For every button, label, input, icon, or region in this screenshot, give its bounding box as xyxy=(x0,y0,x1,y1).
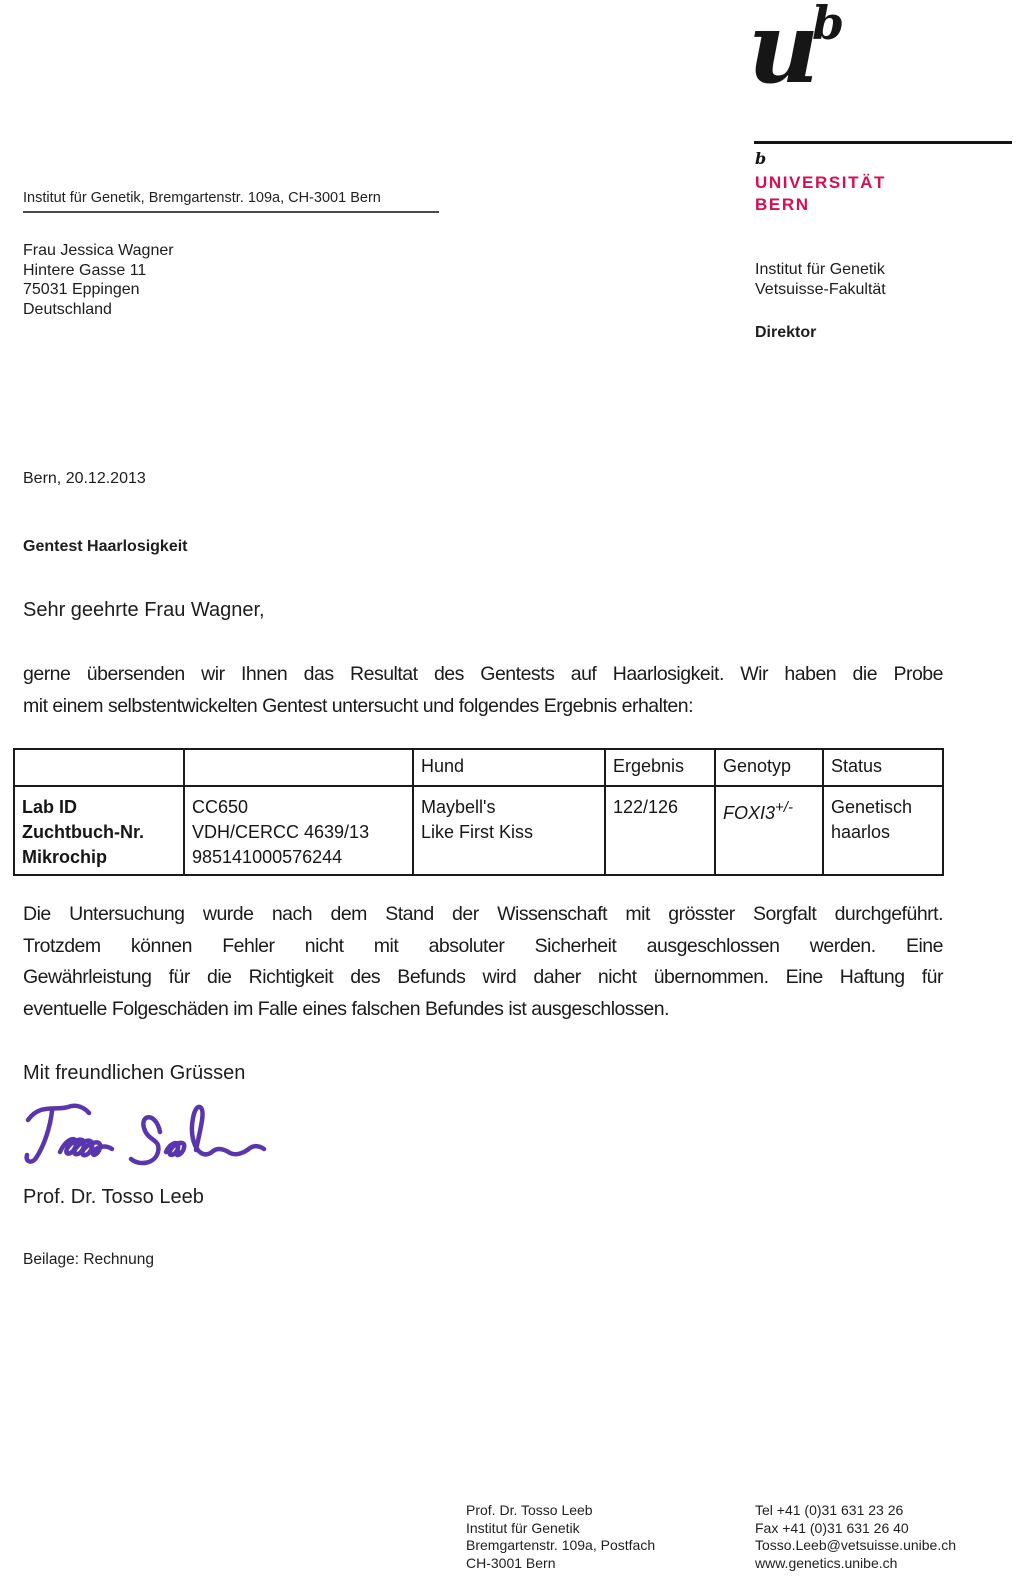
footer-email: Tosso.Leeb@vetsuisse.unibe.ch xyxy=(755,1537,956,1553)
cell-genotype xyxy=(715,786,823,875)
dog-name-line: Like First Kiss xyxy=(421,822,534,842)
value-lab-id: CC650 xyxy=(192,797,249,817)
signer-name: Prof. Dr. Tosso Leeb xyxy=(23,1186,204,1208)
signature-stroke xyxy=(28,1106,89,1120)
signature-stroke xyxy=(166,1143,184,1155)
disclaimer-line: eventuelle Folgeschäden im Falle eines falschen Befundes ist ausgeschlossen. xyxy=(23,997,669,1020)
salutation: Sehr geehrte Frau Wagner, xyxy=(23,599,265,621)
value-zuchtbuch: VDH/CERCC 4639/13 xyxy=(192,822,370,842)
footer-website: www.genetics.unibe.ch xyxy=(755,1554,898,1571)
wordmark-b-icon: b xyxy=(755,149,767,168)
intro-line: gerne übersenden wir Ihnen das Resultat des Gentests auf Haarlosigkeit. Wir haben die Probe xyxy=(23,663,943,685)
footer-name: Prof. Dr. Tosso Leeb xyxy=(466,1502,593,1518)
recipient-city: 75031 Eppingen xyxy=(23,281,140,298)
disclaimer-line: Die Untersuchung wurde nach dem Stand der Wissenschaft mit grösster Sorgfalt durchgeführt. xyxy=(23,903,943,925)
disclaimer-line: Trotzdem können Fehler nicht mit absoluter Sicherheit ausgeschlossen werden. Eine xyxy=(23,934,943,957)
wordmark-city: BERN xyxy=(755,195,810,214)
header-hund: Hund xyxy=(413,749,605,786)
header-empty-2 xyxy=(184,749,413,786)
institute-block xyxy=(755,260,886,300)
cell-ids xyxy=(184,786,413,875)
dog-name-line: Maybell's xyxy=(421,797,496,817)
cell-status xyxy=(823,786,943,875)
genotype-gene: FOXI3 xyxy=(723,803,776,823)
value-mikrochip: 985141000576244 xyxy=(192,847,343,867)
recipient-country: Deutschland xyxy=(23,300,112,318)
header-empty-1 xyxy=(14,749,184,786)
genotype-allele: +/- xyxy=(775,799,793,816)
university-wordmark xyxy=(755,172,886,216)
label-lab-id: Lab ID xyxy=(22,797,78,817)
dateline: Bern, 20.12.2013 xyxy=(23,470,146,487)
enclosure-note: Beilage: Rechnung xyxy=(23,1251,154,1268)
director-label: Direktor xyxy=(755,324,817,341)
status-line: haarlos xyxy=(831,822,891,842)
signature-stroke xyxy=(192,1107,264,1154)
table-row xyxy=(14,786,943,875)
logo-divider xyxy=(754,141,1012,144)
sender-line: Institut für Genetik, Bremgartenstr. 109a, CH-3001 Bern xyxy=(23,190,439,213)
recipient-name: Frau Jessica Wagner xyxy=(23,242,174,259)
intro-line: mit einem selbstentwickelten Gentest untersucht und folgendes Ergebnis erhalten: xyxy=(23,695,693,717)
footer-tel: Tel +41 (0)31 631 23 26 xyxy=(755,1502,904,1518)
status-line: Genetisch xyxy=(831,797,913,817)
subject-line: Gentest Haarlosigkeit xyxy=(23,538,188,555)
header-ergebnis: Ergebnis xyxy=(605,749,715,786)
disclaimer-line: Gewährleistung für die Richtigkeit des Befunds wird daher nicht übernommen. Eine Haftung für xyxy=(23,966,943,988)
faculty-name: Vetsuisse-Fakultät xyxy=(755,281,886,298)
table-header-row xyxy=(14,749,943,786)
cell-result: 122/126 xyxy=(605,786,715,875)
label-mikrochip: Mikrochip xyxy=(22,847,108,867)
recipient-address xyxy=(23,241,174,319)
intro-paragraph xyxy=(23,658,943,722)
header-genotyp: Genotyp xyxy=(715,749,823,786)
footer-institute: Institut für Genetik xyxy=(466,1519,580,1536)
footer-address xyxy=(466,1502,655,1572)
wordmark-university: UNIVERSITÄT xyxy=(755,173,886,192)
result-table xyxy=(13,748,944,876)
recipient-street: Hintere Gasse 11 xyxy=(23,261,147,279)
signature-stroke xyxy=(60,1139,112,1155)
signature-stroke xyxy=(131,1117,160,1163)
handwritten-signature xyxy=(18,1098,268,1178)
footer-fax: Fax +41 (0)31 631 26 40 xyxy=(755,1519,909,1536)
institute-name: Institut für Genetik xyxy=(755,261,885,278)
unibe-logo-b-icon: b xyxy=(812,0,845,50)
footer-city: CH-3001 Bern xyxy=(466,1554,556,1571)
label-zuchtbuch: Zuchtbuch-Nr. xyxy=(22,822,144,842)
cell-dog-name xyxy=(413,786,605,875)
footer-street: Bremgartenstr. 109a, Postfach xyxy=(466,1537,656,1553)
footer-contact xyxy=(755,1502,956,1572)
unibe-logo-u-icon: u xyxy=(748,0,820,106)
disclaimer-paragraph xyxy=(23,899,943,1025)
closing-phrase: Mit freundlichen Grüssen xyxy=(23,1062,246,1084)
header-status: Status xyxy=(823,749,943,786)
cell-labels xyxy=(14,786,184,875)
